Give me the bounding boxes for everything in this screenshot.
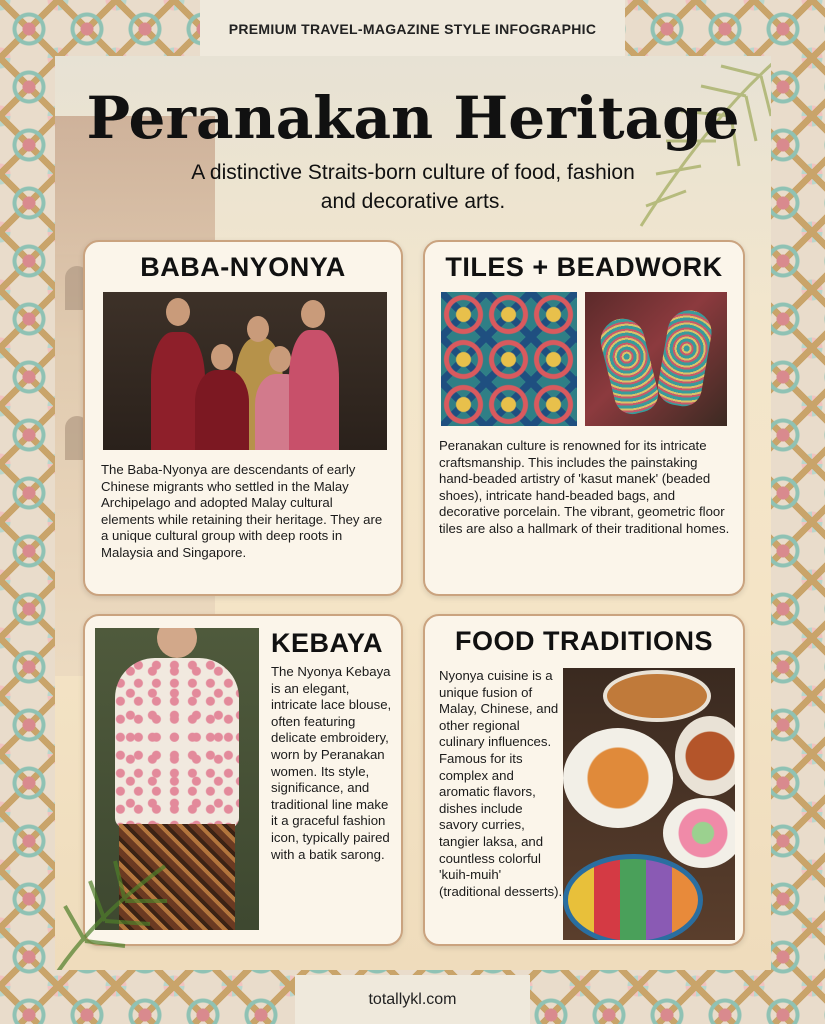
palm-frond-decoration — [55, 846, 175, 970]
kebaya-heading: KEBAYA — [271, 628, 384, 658]
footer-banner — [295, 975, 530, 1024]
tiles-beadwork-text: Peranakan culture is renowned for its intricate craftsmanship. This includes the painstaking hand-beaded artistry of 'kasut manek' (beaded shoes), intricate hand-beaded bags, and decorative porcelain. The vibrant, geometric floor tiles are also a hallmark of their traditional homes. — [439, 438, 730, 536]
nyonya-food-photo — [563, 668, 735, 940]
food-traditions-text: Nyonya cuisine is a unique fusion of Malay, Chinese, and other regional culinary influences. Famous for its complex and aromatic flavors, dishes include savory curries, tangier laksa, and countless colorful 'kuih-muih' (traditional desserts). — [439, 668, 563, 899]
peranakan-tiles-photo — [441, 292, 577, 426]
baba-nyonya-text: The Baba-Nyonya are descendants of early Chinese migrants who settled in the Malay Archipelago and adopted Malay cultural elements while retaining their heritage. They are a unique cultural group with deep roots in Malaysia and Singapore. — [101, 462, 383, 560]
baba-nyonya-heading: BABA-NYONYA — [140, 252, 346, 282]
top-banner — [200, 0, 625, 58]
family-photo — [103, 292, 387, 450]
beaded-shoes-photo — [585, 292, 727, 426]
tiles-beadwork-heading: TILES + BEADWORK — [445, 252, 723, 282]
banner-text: PREMIUM TRAVEL-MAGAZINE STYLE INFOGRAPHIC — [228, 21, 597, 37]
food-traditions-heading: FOOD TRADITIONS — [455, 626, 713, 656]
tiles-beadwork-card — [423, 240, 745, 596]
page-title: Peranakan Heritage — [86, 84, 740, 152]
footer-site-link[interactable]: totallykl.com — [368, 990, 457, 1008]
kebaya-text: The Nyonya Kebaya is an elegant, intricate lace blouse, often featuring delicate embroidery, worn by Peranakan women. Its style, significance, and traditional line make it a graceful fashion icon, typically paired with a batik sarong. — [271, 664, 392, 862]
main-panel — [55, 56, 771, 970]
baba-nyonya-card — [83, 240, 403, 596]
page-subtitle: A distinctive Straits-born culture of food, fashion and decorative arts. — [191, 161, 635, 213]
food-traditions-card — [423, 614, 745, 946]
